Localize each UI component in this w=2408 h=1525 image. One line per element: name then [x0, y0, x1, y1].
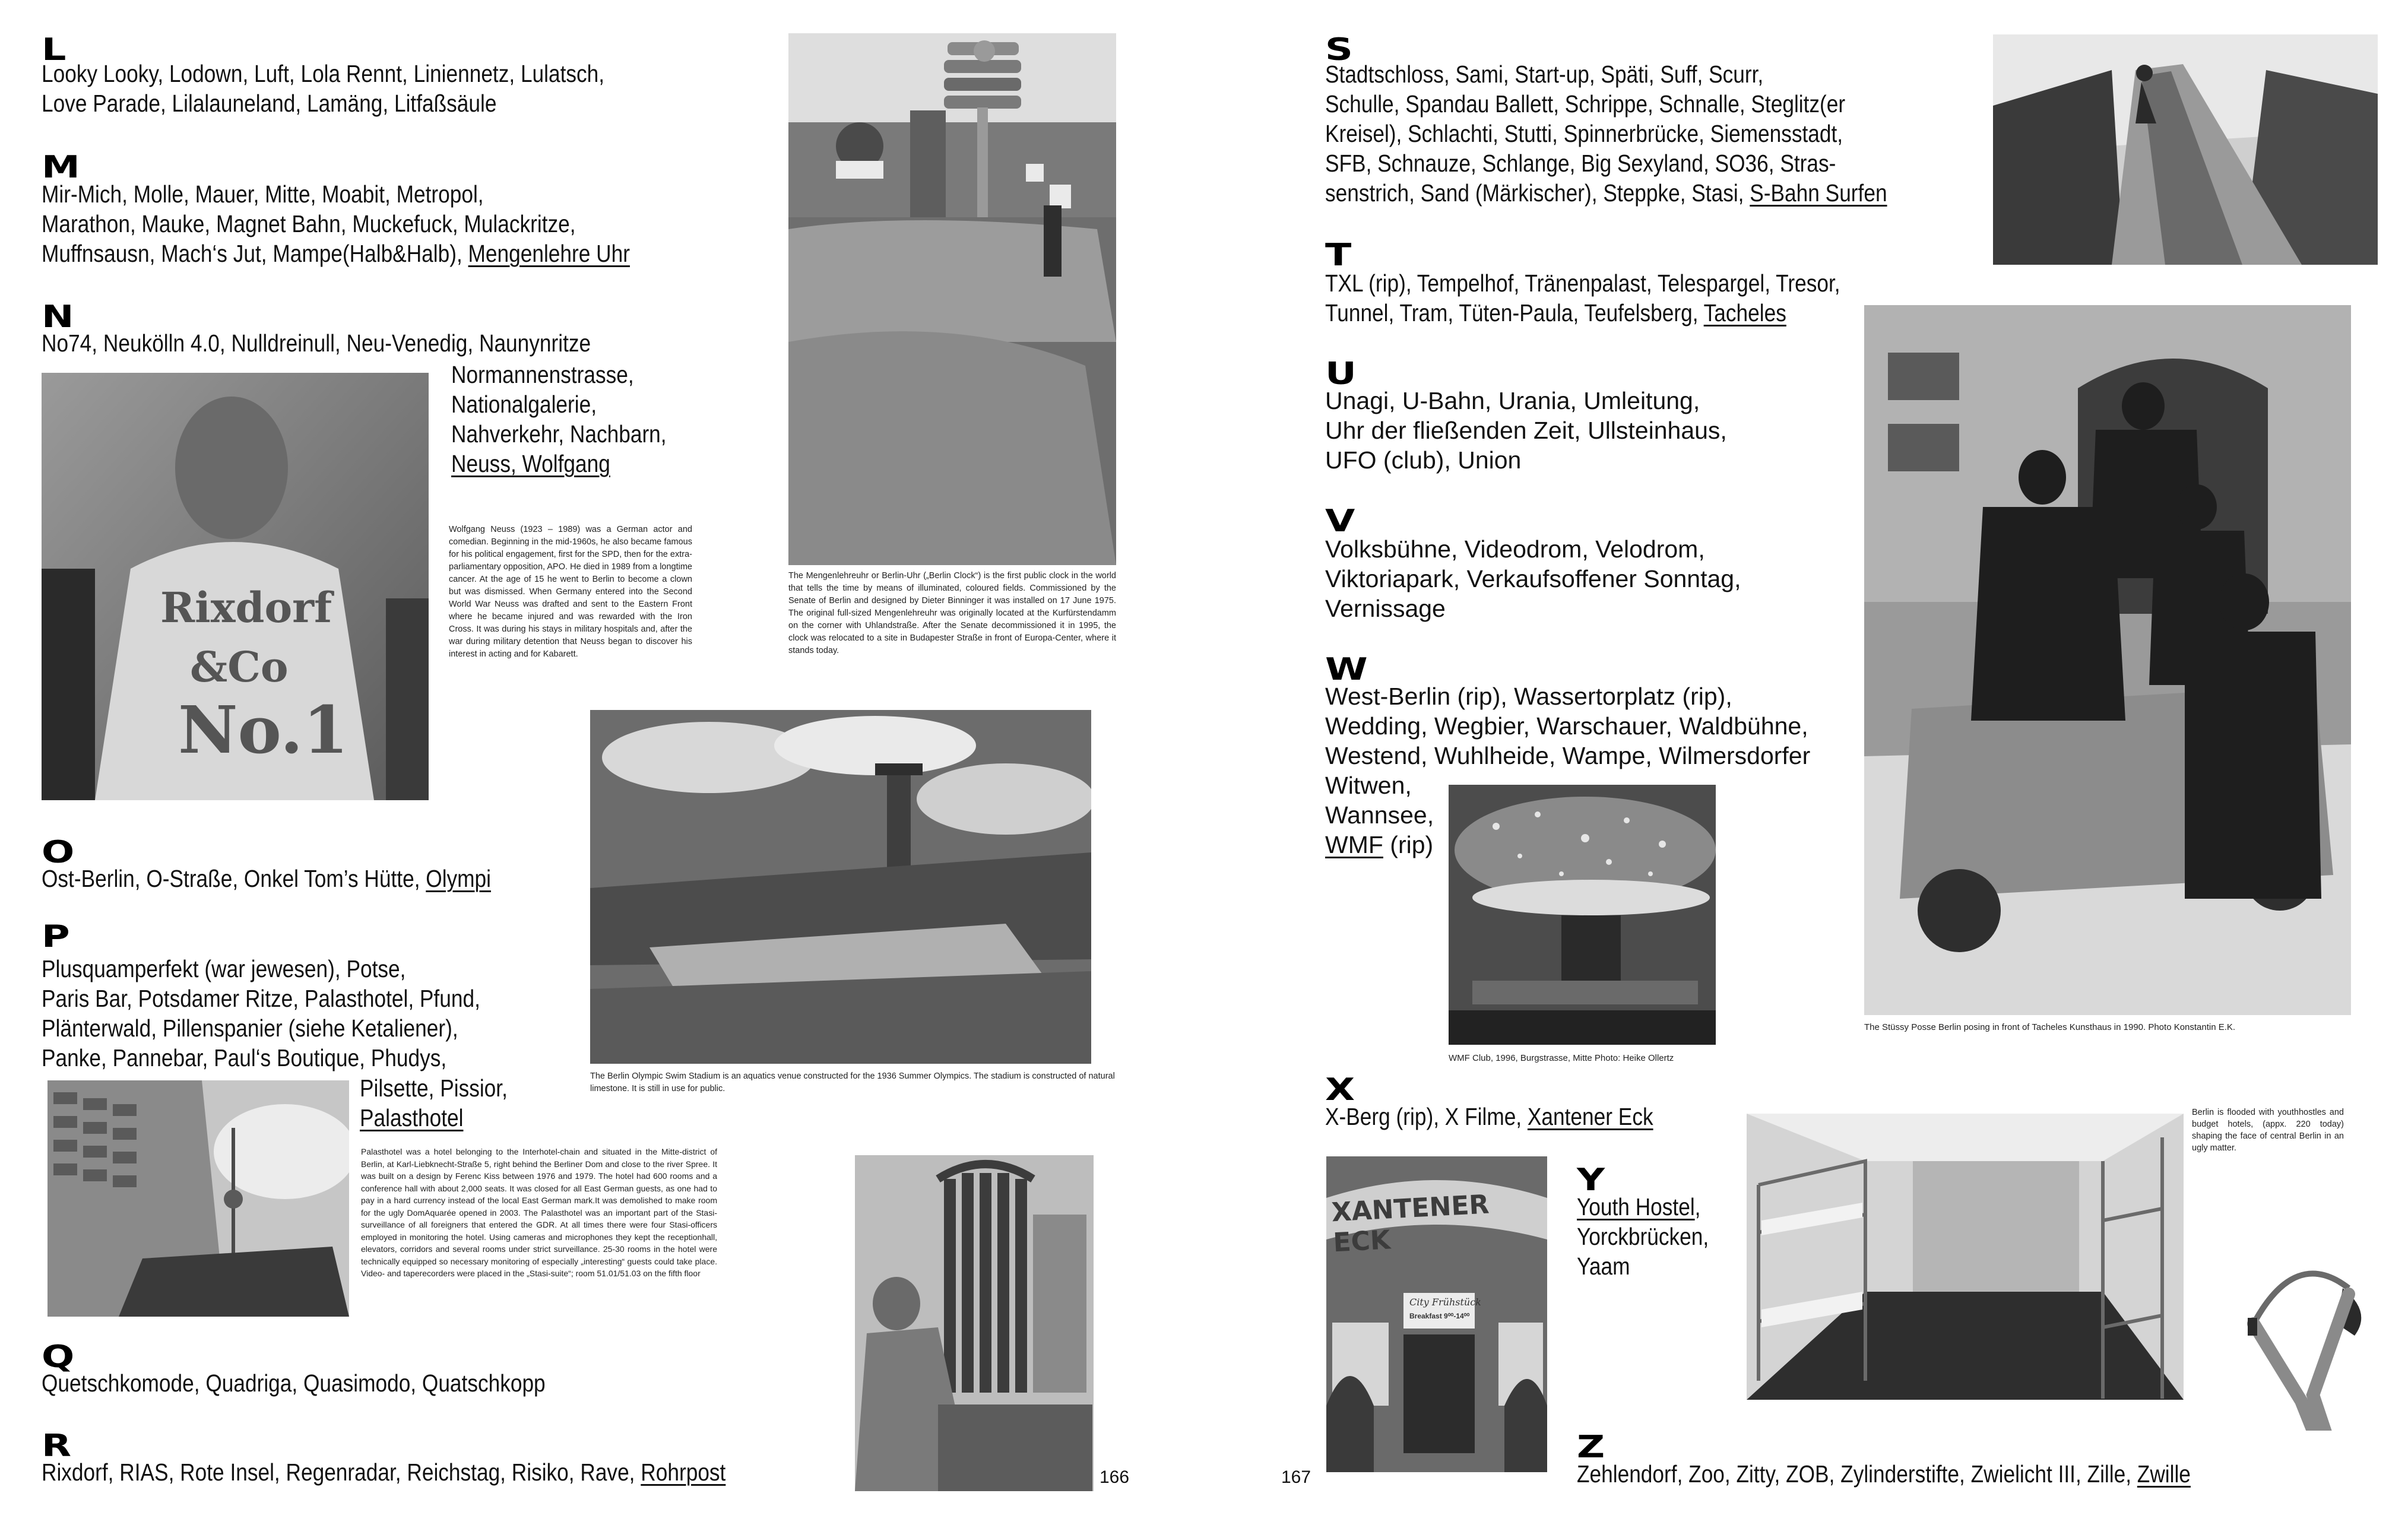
- caption-tacheles: The Stüssy Posse Berlin posing in front of Tacheles Kunsthaus in 1990. Photo Konstantin E.K.: [1864, 1022, 2236, 1032]
- section-p-line-3: Plänterwald, Pillenspanier (siehe Ketaliener),: [42, 1014, 458, 1042]
- photo-wmf-club: [1449, 785, 1716, 1045]
- link-s-bahn-surfen[interactable]: S-Bahn Surfen: [1750, 179, 1887, 207]
- photo-olympic-swim-stadium: [590, 710, 1091, 1064]
- link-palasthotel[interactable]: Palasthotel: [360, 1104, 464, 1131]
- photo-xantener-eck: [1326, 1156, 1547, 1472]
- page-number-left: 166: [1100, 1467, 1130, 1487]
- link-tacheles[interactable]: Tacheles: [1703, 299, 1786, 326]
- caption-wmf: WMF Club, 1996, Burgstrasse, Mitte Photo: Heike Ollertz: [1449, 1053, 1674, 1063]
- photo-zwille-slingshot: [2230, 1253, 2372, 1431]
- section-v-line-3: Vernissage: [1325, 595, 1446, 622]
- photo-wolfgang-neuss: [42, 373, 429, 800]
- section-m-line-2: Marathon, Mauke, Magnet Bahn, Muckefuck, Mulackritze,: [42, 210, 576, 237]
- section-w-line-3: Westend, Wuhlheide, Wampe, Wilmersdorfer: [1325, 742, 1811, 769]
- section-w-suffix: (rip): [1383, 831, 1434, 858]
- section-n-line-2: Normannenstrasse,: [451, 361, 634, 388]
- section-x-line-1-text: X-Berg (rip), X Filme,: [1325, 1103, 1528, 1130]
- section-p-line-4: Panke, Pannebar, Paul‘s Boutique, Phudys,: [42, 1044, 447, 1071]
- section-z-line-1: [1577, 1459, 2191, 1489]
- section-t-line-2: [1325, 298, 1786, 328]
- section-n-line-1: No74, Neukölln 4.0, Nulldreinull, Neu-Venedig, Naunynritze: [42, 329, 591, 357]
- section-letter-u: U: [1325, 356, 1357, 392]
- section-l-line-2: Love Parade, Lilalauneland, Lamäng, Litfaßsäule: [42, 90, 497, 117]
- xantener-board-text: City Frühstück: [1409, 1296, 1481, 1308]
- section-t-line-2-text: Tunnel, Tram, Tüten-Paula, Teufelsberg,: [1325, 299, 1704, 326]
- section-v-line-1: Volksbühne, Videodrom, Velodrom,: [1325, 535, 1705, 563]
- section-w-line-5: Wannsee,: [1325, 801, 1434, 829]
- section-o-line-1: [42, 864, 491, 893]
- section-q-line-1: Quetschkomode, Quadriga, Quasimodo, Quatschkopp: [42, 1369, 546, 1397]
- photo-s-bahn-surfen: [1993, 34, 2378, 265]
- section-r-line-1-text: Rixdorf, RIAS, Rote Insel, Regenradar, Reichstag, Risiko, Rave,: [42, 1459, 641, 1486]
- section-u-line-2: Uhr der fließenden Zeit, Ullsteinhaus,: [1325, 417, 1727, 444]
- section-v-line-2: Viktoriapark, Verkaufsoffener Sonntag,: [1325, 565, 1741, 592]
- section-s-line-5-text: senstrich, Sand (Märkischer), Steppke, Stasi,: [1325, 179, 1750, 207]
- section-letter-v: V: [1325, 503, 1355, 539]
- caption-olympic: The Berlin Olympic Swim Stadium is an aquatics venue constructed for the 1936 Summer Olympics. The stadium is constructed of natural limestone. It is still in use for public.: [590, 1071, 1115, 1093]
- section-s-line-2: Schulle, Spandau Ballett, Schrippe, Schnalle, Steglitz(er: [1325, 90, 1846, 118]
- section-y-line-3: Yaam: [1577, 1253, 1630, 1280]
- section-z-line-1-text: Zehlendorf, Zoo, Zitty, ZOB, Zylinderstifte, Zwielicht III, Zille,: [1577, 1460, 2137, 1488]
- section-letter-p: P: [42, 919, 70, 955]
- link-rohrpost[interactable]: Rohrpost: [641, 1459, 726, 1486]
- section-n-line-3: Nationalgalerie,: [451, 391, 597, 418]
- link-zwille[interactable]: Zwille: [2137, 1460, 2191, 1488]
- section-p-line-5: Pilsette, Pissior,: [360, 1074, 508, 1102]
- section-u-line-3: UFO (club), Union: [1325, 446, 1522, 474]
- section-letter-w: W: [1325, 652, 1368, 687]
- section-s-line-3: Kreisel), Schlachti, Stutti, Spinnerbrücke, Siemensstadt,: [1325, 120, 1843, 147]
- section-y-line-1: [1577, 1192, 1700, 1222]
- photo-palasthotel: [47, 1080, 349, 1317]
- svg-text:&Co: &Co: [190, 642, 289, 692]
- section-letter-x: X: [1325, 1072, 1355, 1108]
- section-l-line-1: Looky Looky, Lodown, Luft, Lola Rennt, Liniennetz, Lulatsch,: [42, 60, 605, 87]
- caption-mengenlehreuhr: The Mengenlehreuhr or Berlin-Uhr („Berlin Clock“) is the first public clock in the world that tells the time by means of illuminated, coloured fields. Commissioned by the Senate of Berlin and designed by Dieter Binninger it was installed on 17 June 1975. The original full-sized Mengenlehreuhr was originally located at the Kurfürstendamm on the corner with Uhlandstraße. After the Senate decommissioned it in 1995, the clock was relocated to a site in Budapester Straße in front of Europa-Center, where it stands today.: [788, 571, 1116, 655]
- photo-rohrpost: [855, 1155, 1094, 1491]
- caption-neuss: Wolfgang Neuss (1923 – 1989) was a German actor and comedian. Beginning in the mid-1960s, he also became famous for his political engagement, first for the SPD, then for the extra-parliamentary opposition, APO. He died in 1989 from a longtime cancer. At the age of 15 he went to Berlin to become a clown but was dismissed. When Germany entered into the Second World War Neuss was drafted and sent to the Eastern Front where he became injured and was rewarded with the Iron Cross. It was during his stays in military hospitals and, after the war during military detention that Neuss began to discover his interest in acting and for Kabarett.: [449, 525, 692, 659]
- photo-youth-hostel: [1747, 1114, 2184, 1400]
- section-s-line-1: Stadtschloss, Sami, Start-up, Späti, Suff, Scurr,: [1325, 61, 1764, 88]
- section-letter-n: N: [42, 299, 74, 335]
- section-s-line-5: [1325, 178, 1887, 208]
- link-neuss-wolfgang[interactable]: Neuss, Wolfgang: [451, 450, 610, 477]
- section-letter-r: R: [42, 1428, 72, 1464]
- section-letter-y: Y: [1577, 1162, 1605, 1198]
- section-r-line-1: [42, 1457, 725, 1487]
- section-letter-s: S: [1325, 32, 1353, 68]
- section-n-line-4: Nahverkehr, Nachbarn,: [451, 420, 667, 448]
- section-y-line-2: Yorckbrücken,: [1577, 1223, 1709, 1250]
- section-p-line-1: Plusquamperfekt (war jewesen), Potse,: [42, 955, 406, 982]
- page-number-right: 167: [1281, 1467, 1311, 1487]
- link-wmf[interactable]: WMF: [1325, 831, 1383, 858]
- caption-youth-hostel: Berlin is flooded with youthhostles and budget hotels, (appx. 220 today) shaping the face of central Berlin in an ugly matter.: [2192, 1108, 2344, 1153]
- section-m-line-3-text: Muffnsausn, Mach‘s Jut, Mampe(Halb&Halb),: [42, 240, 468, 267]
- section-t-line-1: TXL (rip), Tempelhof, Tränenpalast, Telespargel, Tresor,: [1325, 270, 1840, 297]
- section-o-line-1-text: Ost-Berlin, O-Straße, Onkel Tom’s Hütte,: [42, 865, 426, 892]
- section-w-line-1: West-Berlin (rip), Wassertorplatz (rip),: [1325, 683, 1732, 710]
- caption-palasthotel: Palasthotel was a hotel belonging to the Interhotel-chain and situated in the Mitte-district of Berlin, at Karl-Liebknecht-Straße 5, right behind the Berliner Dom and close to the river Spree. It was built on a design by Ferenc Kiss between 1976 and 1979. The hotel had 600 rooms and a conference hall with about 2,000 seats. It was closed for all East German guests, as one had to pay in a hard currency instead of the local East German mark.It was demolished to make room for the ugly DomAquarée opened in 2003. The Palasthotel was an important part of the Stasi-surveillance of all foreigners that entered the GDR. At all times there were four Stasi-officers employed in monitoring the hotel. Using cameras and microphones they kept the receptionhall, elevators, corridors and several rooms under strict surveillance. 25-30 rooms in the hotel were technically equipped so necessary monitoring of especially „interesting“ guests could take place. Video- and taperecorders were placed in the „Stasi-suite“; room 51.01/51.03 on the fifth floor: [361, 1147, 717, 1278]
- section-x-line-1: [1325, 1102, 1653, 1131]
- section-m-line-1: Mir-Mich, Molle, Mauer, Mitte, Moabit, Metropol,: [42, 180, 484, 208]
- section-p-line-2: Paris Bar, Potsdamer Ritze, Palasthotel, Pfund,: [42, 985, 480, 1012]
- section-w-line-6: [1325, 830, 1433, 860]
- svg-text:Rixdorf: Rixdorf: [160, 583, 332, 632]
- link-olympi[interactable]: Olympi: [426, 865, 492, 892]
- section-letter-l: L: [42, 32, 66, 68]
- link-youth-hostel[interactable]: Youth Hostel: [1577, 1193, 1695, 1220]
- link-xantener-eck[interactable]: Xantener Eck: [1527, 1103, 1653, 1130]
- link-mengenlehre-uhr[interactable]: Mengenlehre Uhr: [468, 240, 630, 267]
- section-y-comma: ,: [1694, 1193, 1701, 1220]
- section-letter-m: M: [42, 150, 80, 185]
- xantener-sign-text: XANTENER ECK: [1330, 1189, 1490, 1258]
- section-letter-o: O: [42, 835, 75, 870]
- photo-mengenlehreuhr: [788, 33, 1116, 565]
- section-u-line-1: Unagi, U-Bahn, Urania, Umleitung,: [1325, 387, 1700, 414]
- xantener-hours-text: Breakfast 9⁰⁰-14⁰⁰: [1409, 1312, 1470, 1320]
- section-letter-t: T: [1325, 237, 1352, 273]
- section-letter-z: Z: [1577, 1429, 1605, 1465]
- section-s-line-4: SFB, Schnauze, Schlange, Big Sexyland, SO36, Stras-: [1325, 150, 1836, 177]
- section-m-line-3: [42, 239, 630, 268]
- svg-text:No.1: No.1: [178, 692, 348, 768]
- photo-tacheles-stussy-posse: [1864, 305, 2351, 1015]
- section-letter-q: Q: [42, 1339, 75, 1375]
- section-w-line-2: Wedding, Wegbier, Warschauer, Waldbühne,: [1325, 712, 1808, 740]
- section-w-line-4: Witwen,: [1325, 772, 1412, 799]
